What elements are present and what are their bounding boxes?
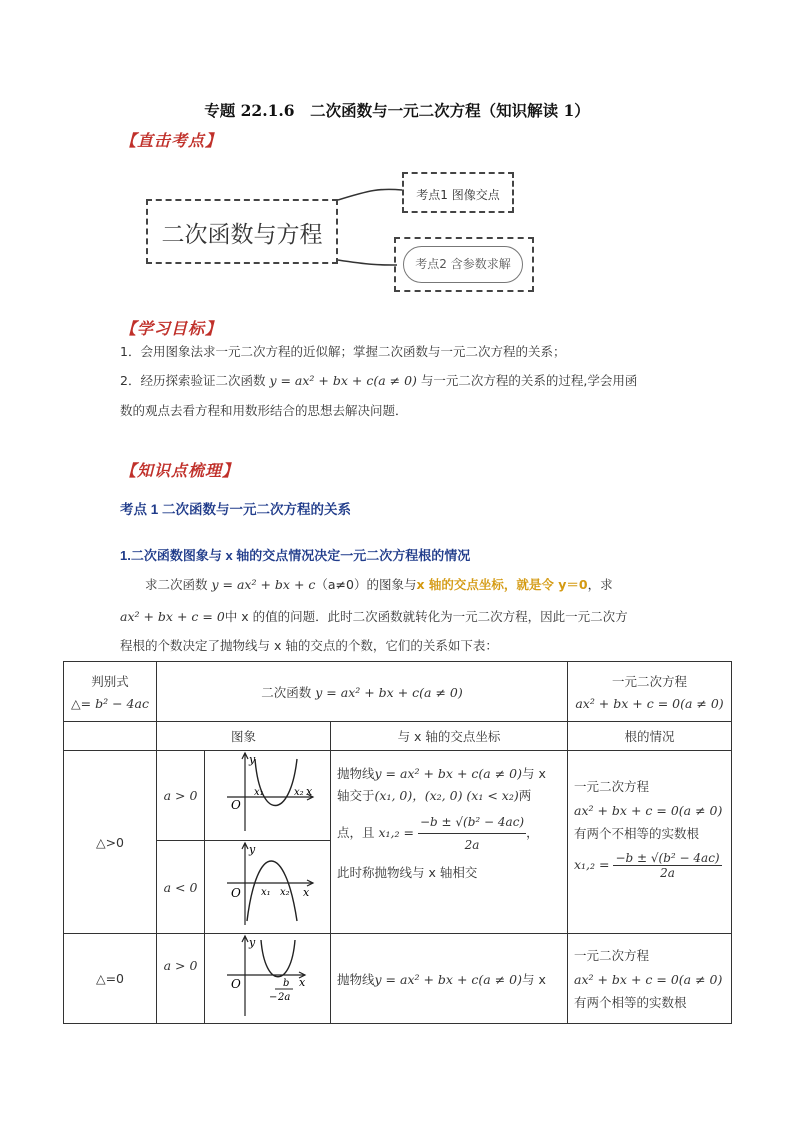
svg-text:x: x: [303, 886, 310, 899]
sub1-heading: 1.二次函数图象与 x 轴的交点情况决定一元二次方程根的情况: [120, 548, 471, 563]
cell-a-negative: a < 0: [157, 841, 205, 934]
row-delta-positive-a-positive: [64, 751, 732, 841]
mindmap-node-2-label: 考点2 含参数求解: [403, 246, 523, 283]
cell-roots-equal: 一元二次方程 ax² + bx + c = 0(a ≠ 0) 有两个相等的实数根: [568, 934, 732, 1024]
goal-2: 2．经历探索验证二次函数 y = ax² + bx + c(a ≠ 0) 与一元二次方程的关系的过程,学会用函: [120, 373, 638, 388]
svg-text:x₁: x₁: [254, 787, 264, 798]
svg-text:y: y: [249, 936, 256, 949]
cell-delta-zero: △=0: [64, 934, 157, 1024]
cell-intersection-one-point: 抛物线y = ax² + bx + c(a ≠ 0)与 x: [331, 934, 568, 1024]
svg-text:−: −: [269, 992, 278, 1003]
cell-graph-downward-two-roots: [205, 841, 331, 934]
paragraph-line-3: 程根的个数决定了抛物线与 x 轴的交点的个数，它们的关系如下表：: [120, 638, 498, 653]
cell-graph-upward-two-roots: [205, 751, 331, 841]
svg-text:x: x: [299, 976, 306, 989]
svg-text:y: y: [249, 753, 256, 766]
graph-downward-parabola: [205, 841, 330, 930]
cell-a-positive: a > 0: [157, 751, 205, 841]
page-title: 专题 22.1.6 二次函数与一元二次方程（知识解读 1）: [204, 101, 590, 120]
graph-tangent-parabola: [205, 934, 330, 1020]
svg-text:O: O: [231, 798, 241, 812]
svg-text:O: O: [231, 977, 241, 991]
goal-2-continued: 数的观点去看方程和用数形结合的思想去解决问题．: [120, 403, 408, 418]
highlight-let-y-zero: 就是令 y＝0: [516, 577, 588, 592]
graph-upward-parabola: [205, 751, 330, 837]
header-equation: 一元二次方程 ax² + bx + c = 0(a ≠ 0): [568, 662, 732, 722]
header-roots: 根的情况: [568, 722, 732, 751]
mindmap-center-box: [146, 199, 338, 264]
row-delta-zero: [64, 934, 732, 1024]
connector-1: [338, 189, 402, 200]
svg-text:b: b: [283, 978, 290, 989]
paragraph-line-2: ax² + bx + c = 0中 x 的值的问题．此时二次函数就转化为一元二次方程，因此一元二次方: [120, 609, 628, 624]
mindmap-node-1-label: 考点1 图像交点: [416, 188, 500, 202]
cell-intersection-two-points: 抛物线y = ax² + bx + c(a ≠ 0)与 x 轴交于(x₁, 0)，(x₂, 0) (x₁ < x₂)两 点，且 x₁,₂ = $\frac{\text{−b ± √(b² − 4ac)}}{2a}$ ， 此时称抛物线与 x 轴相交: [331, 751, 568, 934]
svg-text:2a: 2a: [278, 992, 291, 1003]
mindmap-node-1: [402, 172, 514, 213]
section-goals-heading: 【学习目标】: [120, 319, 223, 338]
kp1-heading: 考点 1 二次函数与一元二次方程的关系: [120, 502, 352, 517]
svg-text:O: O: [231, 886, 241, 900]
mindmap-node-2: [394, 237, 534, 292]
highlight-intersection: x 轴的交点坐标: [416, 577, 504, 592]
connector-2: [338, 260, 397, 265]
relationship-table: [63, 661, 732, 1024]
header-discriminant: 判别式 △= b² − 4ac: [64, 662, 157, 722]
svg-text:y: y: [249, 843, 256, 856]
section-knowledge-heading: 【知识点梳理】: [120, 461, 240, 480]
roots-formula-2: $\frac{\text{−b ± √(b² − 4ac)}}{2a}$: [615, 851, 720, 880]
svg-text:x₂: x₂: [294, 787, 304, 798]
cell-graph-upward-one-root: [205, 934, 331, 1024]
header-intersection: 与 x 轴的交点坐标: [331, 722, 568, 751]
header-graph: 图象: [157, 722, 331, 751]
svg-text:x: x: [306, 785, 313, 798]
goal-2-formula: y = ax² + bx + c(a ≠ 0): [269, 373, 417, 388]
roots-formula: $\frac{\text{−b ± √(b² − 4ac)}}{2a}$: [418, 811, 526, 856]
header-function: 二次函数 y = ax² + bx + c(a ≠ 0): [157, 662, 568, 722]
svg-text:x₂: x₂: [280, 887, 290, 898]
paragraph-line-1: 求二次函数 y = ax² + bx + c（a≠0）的图象与x 轴的交点坐标，就是令 y＝0，求: [145, 577, 613, 592]
svg-text:x₁: x₁: [261, 887, 271, 898]
cell-delta-positive: △>0: [64, 751, 157, 934]
table-subheader-row: [64, 722, 732, 751]
cell-roots-distinct: 一元二次方程 ax² + bx + c = 0(a ≠ 0) 有两个不相等的实数根 x₁,₂ = $\frac{\text{−b ± √(b² − 4ac)}}{2a}$: [568, 751, 732, 934]
section-direct-heading: 【直击考点】: [120, 131, 223, 150]
table-header-row: [64, 662, 732, 722]
cell-a-positive-2: a > 0: [157, 934, 205, 1024]
mindmap-center-label: 二次函数与方程: [161, 222, 323, 248]
goal-1: 1．会用图象法求一元二次方程的近似解；掌握二次函数与一元二次方程的关系；: [120, 344, 566, 359]
